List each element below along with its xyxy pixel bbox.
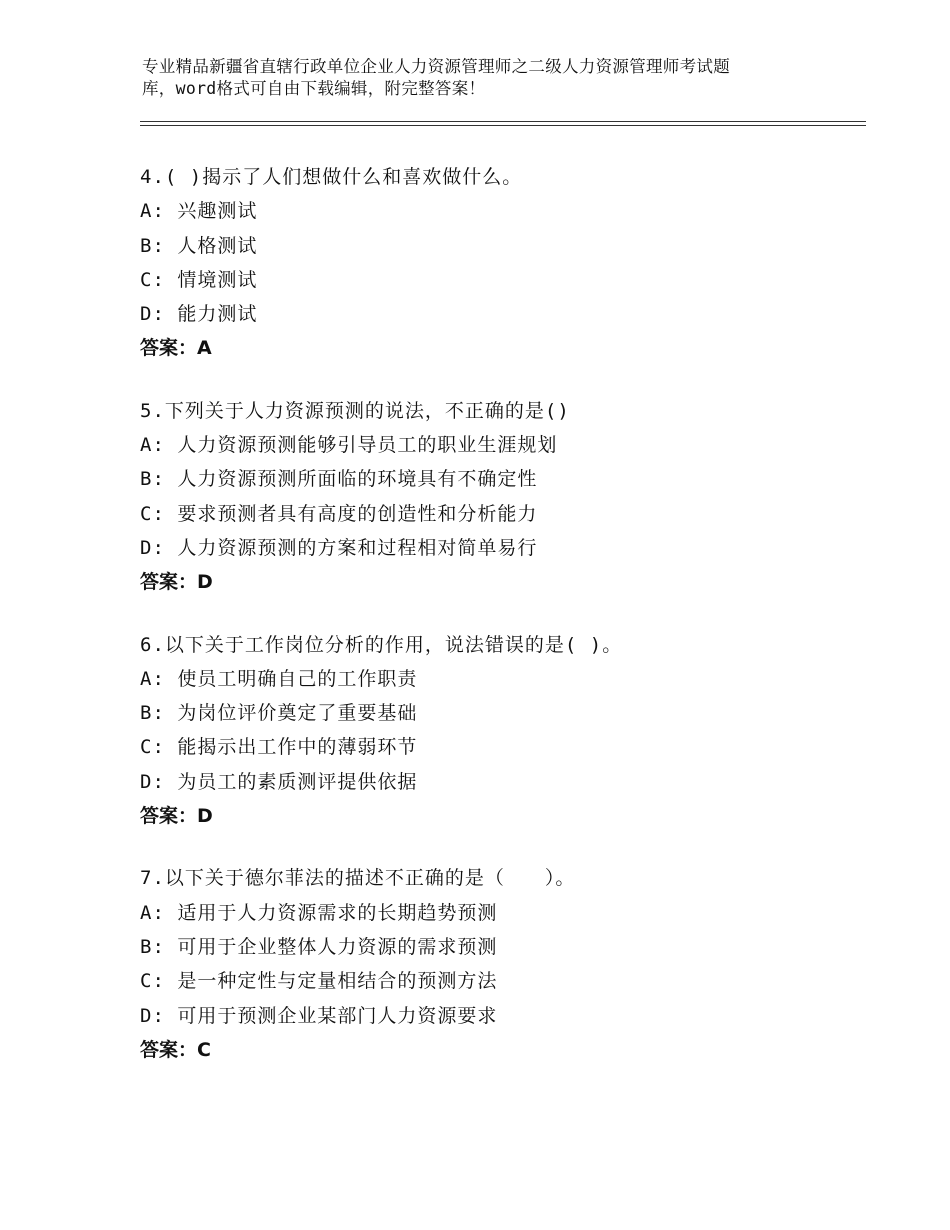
header-divider-top <box>140 121 866 122</box>
option-b: B: 人格测试 <box>140 234 258 257</box>
header-divider-bottom <box>140 125 866 126</box>
option-a: A: 兴趣测试 <box>140 200 258 223</box>
option-b: B: 可用于企业整体人力资源的需求预测 <box>140 935 498 958</box>
question-text: 7.以下关于德尔菲法的描述不正确的是（ ）。 <box>140 867 576 890</box>
question-text: 5.下列关于人力资源预测的说法，不正确的是() <box>140 399 570 422</box>
answer-label: 答案：D <box>140 571 213 594</box>
question-text: 6.以下关于工作岗位分析的作用，说法错误的是( )。 <box>140 633 623 656</box>
option-b: B: 人力资源预测所面临的环境具有不确定性 <box>140 468 538 491</box>
option-c: C: 要求预测者具有高度的创造性和分析能力 <box>140 502 538 525</box>
answer-label: 答案：A <box>140 337 212 360</box>
answer-label: 答案：D <box>140 805 213 828</box>
option-c: C: 能揭示出工作中的薄弱环节 <box>140 736 418 759</box>
header-line-1: 专业精品新疆省直辖行政单位企业人力资源管理师之二级人力资源管理师考试题 <box>142 57 730 76</box>
option-a: A: 人力资源预测能够引导员工的职业生涯规划 <box>140 434 558 457</box>
option-d: D: 人力资源预测的方案和过程相对简单易行 <box>140 536 538 559</box>
option-c: C: 是一种定性与定量相结合的预测方法 <box>140 970 498 993</box>
option-a: A: 适用于人力资源需求的长期趋势预测 <box>140 901 498 924</box>
question-6 <box>140 628 860 834</box>
option-a: A: 使员工明确自己的工作职责 <box>140 667 418 690</box>
question-7 <box>140 861 860 1067</box>
document-header <box>142 56 822 100</box>
answer-label: 答案：C <box>140 1038 211 1061</box>
option-c: C: 情境测试 <box>140 268 258 291</box>
option-d: D: 为员工的素质测评提供依据 <box>140 770 418 793</box>
question-5 <box>140 394 860 600</box>
option-d: D: 能力测试 <box>140 303 258 326</box>
header-line-2: 库，word格式可自由下载编辑，附完整答案！ <box>142 79 486 98</box>
question-4 <box>140 160 860 366</box>
question-text: 4.( )揭示了人们想做什么和喜欢做什么。 <box>140 166 523 188</box>
option-d: D: 可用于预测企业某部门人力资源要求 <box>140 1004 498 1027</box>
question-list <box>140 160 860 1095</box>
option-b: B: 为岗位评价奠定了重要基础 <box>140 702 418 725</box>
